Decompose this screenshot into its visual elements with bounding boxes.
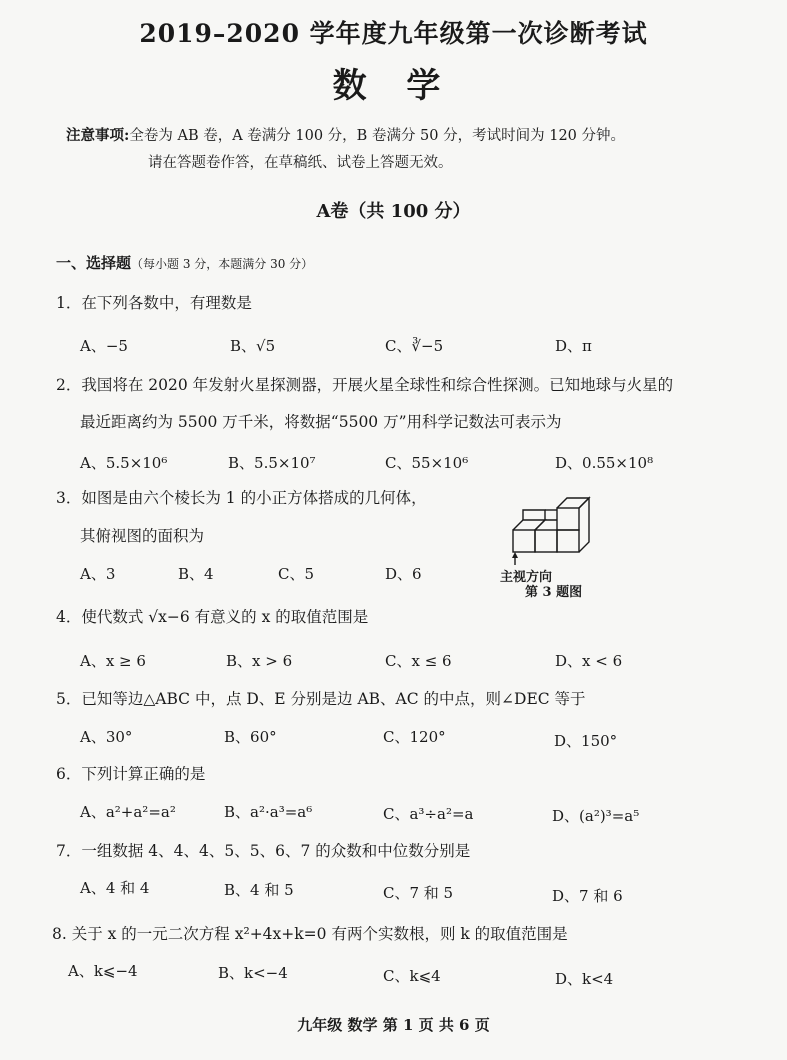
q2-option-a: A、5.5×10⁶ bbox=[80, 454, 168, 472]
figure-caption: 第 3 题图 bbox=[525, 585, 583, 600]
notice-line-1 bbox=[66, 124, 625, 145]
question-1-stem: 1．在下列各数中，有理数是 bbox=[56, 294, 252, 312]
exam-title: 2019–2020 学年度九年级第一次诊断考试 bbox=[139, 19, 648, 48]
q7-option-a: A、4 和 4 bbox=[80, 879, 150, 897]
q8-option-c: C、k⩽4 bbox=[383, 967, 441, 985]
q2-option-c: C、55×10⁶ bbox=[385, 454, 469, 472]
q3-option-d: D、6 bbox=[385, 565, 422, 583]
part1-note: （每小题 3 分，本题满分 30 分） bbox=[131, 257, 314, 271]
question-6-stem: 6．下列计算正确的是 bbox=[56, 765, 206, 783]
q6-option-a: A、a²+a²=a² bbox=[80, 803, 176, 821]
notice-line-2: 请在答题卷作答，在草稿纸、试卷上答题无效。 bbox=[148, 155, 453, 171]
q6-option-b: B、a²·a³=a⁶ bbox=[224, 803, 313, 821]
question-2-stem-line2: 最近距离约为 5500 万千米，将数据“5500 万”用科学记数法可表示为 bbox=[80, 413, 562, 431]
q6-option-c: C、a³÷a²=a bbox=[383, 805, 474, 823]
q5-option-a: A、30° bbox=[80, 728, 133, 746]
question-3-stem-line2: 其俯视图的面积为 bbox=[80, 527, 205, 545]
q3-option-a: A、3 bbox=[80, 565, 116, 583]
q5-option-d: D、150° bbox=[554, 732, 618, 750]
q7-option-c: C、7 和 5 bbox=[383, 884, 454, 902]
notice-text-1: 全卷为 AB 卷，A 卷满分 100 分，B 卷满分 50 分，考试时间为 120 分钟。 bbox=[129, 128, 626, 144]
q2-option-b: B、5.5×10⁷ bbox=[228, 454, 316, 472]
q4-option-d: D、x < 6 bbox=[555, 652, 623, 670]
page-footer: 九年级 数学 第 1 页 共 6 页 bbox=[297, 1016, 490, 1034]
q3-option-c: C、5 bbox=[278, 565, 315, 583]
part1-title: 一、选择题 bbox=[56, 254, 132, 272]
question-4-stem: 4．使代数式 √x−6 有意义的 x 的取值范围是 bbox=[56, 608, 369, 626]
question-5-stem: 5．已知等边△ABC 中，点 D、E 分别是边 AB、AC 的中点，则∠DEC 等于 bbox=[56, 690, 586, 708]
subject-title: 数 学 bbox=[332, 66, 455, 106]
q8-option-d: D、k<4 bbox=[555, 970, 614, 988]
question-7-stem: 7．一组数据 4、4、4、5、5、6、7 的众数和中位数分别是 bbox=[56, 842, 471, 860]
q4-option-c: C、x ≤ 6 bbox=[385, 652, 452, 670]
part1-heading bbox=[56, 252, 313, 273]
question-2-stem: 2．我国将在 2020 年发射火星探测器，开展火星全球性和综合性探测。已知地球与火星的 bbox=[56, 376, 674, 394]
figure-direction-label: 主视方向 bbox=[500, 570, 553, 585]
cube-figure bbox=[495, 492, 605, 566]
question-8-stem: 8. 关于 x 的一元二次方程 x²+4x+k=0 有两个实数根，则 k 的取值范围是 bbox=[52, 925, 568, 943]
question-3-stem: 3．如图是由六个棱长为 1 的小正方体搭成的几何体， bbox=[56, 489, 427, 507]
q5-option-c: C、120° bbox=[383, 728, 446, 746]
q7-option-d: D、7 和 6 bbox=[552, 887, 623, 905]
q1-option-a: A、−5 bbox=[80, 337, 128, 355]
q3-option-b: B、4 bbox=[178, 565, 214, 583]
q5-option-b: B、60° bbox=[224, 728, 277, 746]
q1-option-b: B、√5 bbox=[230, 337, 276, 355]
q1-option-c: C、∛−5 bbox=[385, 337, 444, 355]
q4-option-b: B、x > 6 bbox=[226, 652, 293, 670]
q1-option-d: D、π bbox=[555, 337, 592, 355]
q6-option-d: D、(a²)³=a⁵ bbox=[552, 807, 640, 825]
q2-option-d: D、0.55×10⁸ bbox=[555, 454, 654, 472]
q7-option-b: B、4 和 5 bbox=[224, 881, 294, 899]
q8-option-a: A、k⩽−4 bbox=[68, 962, 138, 980]
section-a-heading: A卷（共 100 分） bbox=[316, 201, 471, 222]
q8-option-b: B、k<−4 bbox=[218, 964, 288, 982]
q4-option-a: A、x ≥ 6 bbox=[80, 652, 146, 670]
notice-label: 注意事项: bbox=[66, 127, 130, 144]
